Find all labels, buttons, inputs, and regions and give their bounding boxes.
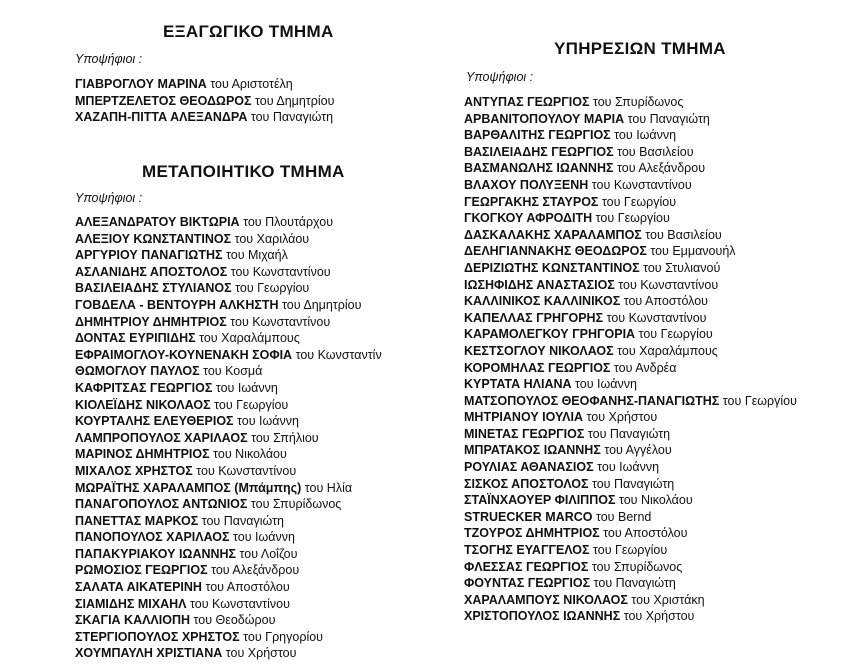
candidate-father-name: του Παναγιώτη (593, 576, 676, 591)
candidate-entry (75, 397, 382, 414)
candidate-entry (464, 575, 797, 592)
candidate-entry (464, 542, 797, 559)
candidate-entry (75, 529, 382, 546)
candidate-father-name: του Ιωάννη (233, 530, 295, 545)
candidate-entry (75, 629, 382, 646)
candidate-entry (75, 109, 334, 126)
candidate-father-name: του Παναγιώτη (250, 110, 334, 125)
candidate-entry (464, 243, 797, 260)
candidate-name: ΔΗΜΗΤΡΙΟΥ ΔΗΜΗΤΡΙΟΣ (75, 314, 227, 329)
candidate-name: ΔΟΝΤΑΣ ΕΥΡΙΠΙΔΗΣ (75, 331, 196, 346)
candidate-entry (75, 247, 382, 264)
candidate-father-name: του Κωνσταντίνου (230, 314, 331, 329)
candidate-entry (464, 144, 797, 161)
candidate-name: ΣΤΑΪΝΧΑΟΥΕΡ ΦΙΛΙΠΠΟΣ (464, 493, 616, 508)
candidate-entry (75, 363, 382, 380)
candidate-entry (464, 343, 797, 360)
candidate-father-name: του Παναγιώτη (591, 476, 675, 491)
candidate-entry (75, 214, 382, 231)
candidate-name: ΜΠΡΑΤΑΚΟΣ ΙΩΑΝΝΗΣ (464, 443, 601, 458)
candidate-father-name: του Σπυρίδωνος (250, 497, 342, 512)
candidate-name: ΓΙΑΒΡΟΓΛΟΥ ΜΑΡΙΝΑ (75, 77, 207, 91)
candidate-name: ΕΦΡΑΙΜΟΓΛΟΥ-ΚΟΥΝΕΝΑΚΗ ΣΟΦΙΑ (75, 347, 293, 362)
candidate-name: STRUECKER MARCO (464, 509, 593, 524)
candidate-father-name: του Κωνσταντίνου (189, 596, 290, 611)
candidate-name: ΚΟΡΟΜΗΛΑΣ ΓΕΩΡΓΙΟΣ (464, 360, 611, 375)
candidate-father-name: του Αριστοτέλη (210, 77, 293, 91)
candidate-entry (464, 94, 797, 111)
candidate-name: ΑΝΤΥΠΑΣ ΓΕΩΡΓΙΟΣ (464, 95, 590, 109)
candidate-father-name: του Αποστόλου (623, 294, 709, 309)
candidate-father-name: του Γεωργίου (593, 543, 668, 558)
candidate-entry (75, 596, 382, 613)
candidate-name: ΒΛΑΧΟΥ ΠΟΛΥΞΕΝΗ (464, 177, 589, 192)
candidate-father-name: του Κωνσταντίνου (618, 277, 719, 292)
candidate-name: ΧΑΖΑΠΗ-ΠΙΤΤΑ ΑΛΕΞΑΝΔΡΑ (75, 110, 248, 125)
candidate-father-name: του Νικολάου (618, 493, 693, 508)
candidate-father-name: του Χρήστου (623, 609, 695, 624)
manufacturing-candidates-label: Υποψήφιοι : (75, 191, 143, 205)
candidate-name: ΔΕΛΗΓΙΑΝΝΑΚΗΣ ΘΕΟΔΩΡΟΣ (464, 244, 647, 259)
candidate-entry (464, 127, 797, 144)
candidate-father-name: του Παναγιώτη (627, 111, 710, 126)
candidate-father-name: του Βασιλείου (617, 144, 694, 159)
candidate-father-name: του Ιωάννη (237, 414, 299, 429)
candidate-name: ΚΑΡΑΜΟΛΕΓΚΟΥ ΓΡΗΓΟΡΙΑ (464, 327, 636, 342)
candidate-name: ΚΑΠΕΛΛΑΣ ΓΡΗΓΟΡΗΣ (464, 310, 604, 325)
candidate-entry (75, 463, 382, 480)
candidate-entry (75, 347, 382, 364)
candidate-entry (464, 326, 797, 343)
candidate-father-name: του Ιωάννη (575, 377, 637, 392)
candidate-entry (75, 430, 382, 447)
export-section-title: ΕΞΑΓΩΓΙΚΟ ΤΜΗΜΑ (163, 22, 334, 41)
candidate-father-name: του Νικολάου (213, 447, 287, 462)
candidate-name: ΚΑΦΡΙΤΣΑΣ ΓΕΩΡΓΙΟΣ (75, 380, 213, 395)
candidate-entry (75, 546, 382, 563)
candidate-name: ΜΙΧΑΛΟΣ ΧΡΗΣΤΟΣ (75, 463, 193, 478)
export-candidate-list (75, 76, 334, 126)
candidate-father-name: του Γεωργίου (638, 327, 713, 342)
candidate-entry (464, 559, 797, 576)
candidate-name: ΙΩΣΗΦΙΔΗΣ ΑΝΑΣΤΑΣΙΟΣ (464, 277, 615, 292)
candidate-name: ΚΑΛΛΙΝΙΚΟΣ ΚΑΛΛΙΝΙΚΟΣ (464, 294, 621, 309)
candidate-father-name: του Πλουτάρχου (243, 215, 334, 229)
candidate-entry (464, 293, 797, 310)
candidate-entry (75, 314, 382, 331)
candidate-entry (464, 442, 797, 459)
candidate-entry (75, 496, 382, 513)
candidate-name: ΜΗΤΡΙΑΝΟΥ ΙΟΥΛΙΑ (464, 410, 584, 425)
candidate-entry (75, 513, 382, 530)
candidate-entry (464, 393, 797, 410)
candidate-father-name: του Στυλιανού (643, 260, 721, 275)
candidate-father-name: του Δημητρίου (255, 93, 335, 108)
candidate-entry (464, 376, 797, 393)
candidate-name: ΓΟΒΔΕΛΑ - ΒΕΝΤΟΥΡΗ ΑΛΚΗΣΤΗ (75, 297, 279, 312)
candidate-entry (464, 310, 797, 327)
candidate-name: ΔΑΣΚΑΛΑΚΗΣ ΧΑΡΑΛΑΜΠΟΣ (464, 227, 642, 242)
candidate-father-name: του Γρηγορίου (243, 629, 324, 644)
candidate-entry (75, 380, 382, 397)
candidate-entry (75, 480, 382, 497)
candidate-name: ΒΑΣΙΛΕΙΑΔΗΣ ΣΤΥΛΙΑΝΟΣ (75, 281, 232, 296)
candidate-father-name: του Χαριλάου (234, 231, 310, 246)
candidate-name: ΒΑΣΙΛΕΙΑΔΗΣ ΓΕΩΡΓΙΟΣ (464, 144, 614, 159)
candidate-father-name: του Γεωργίου (214, 397, 289, 412)
candidate-name: ΔΕΡΙΖΙΩΤΗΣ ΚΩΝΣΤΑΝΤΙΝΟΣ (464, 260, 640, 275)
candidate-father-name: του Εμμανουήλ (650, 244, 736, 259)
candidate-name: ΑΡΓΥΡΙΟΥ ΠΑΝΑΓΙΩΤΗΣ (75, 248, 223, 263)
candidate-name: ΚΕΣΤΣΟΓΛΟΥ ΝΙΚΟΛΑΟΣ (464, 343, 614, 358)
candidate-name: ΑΛΕΞΑΝΔΡΑΤΟΥ ΒΙΚΤΩΡΙΑ (75, 215, 240, 229)
candidate-name: ΚΥΡΤΑΤΑ ΗΛΙΑΝΑ (464, 377, 572, 392)
candidate-name: ΜΙΝΕΤΑΣ ΓΕΩΡΓΙΟΣ (464, 426, 585, 441)
candidate-entry (75, 446, 382, 463)
candidate-entry (75, 93, 334, 110)
candidate-entry (464, 194, 797, 211)
candidate-name: ΑΡΒΑΝΙΤΟΠΟΥΛΟΥ ΜΑΡΙΑ (464, 111, 625, 126)
candidate-name: ΧΡΙΣΤΟΠΟΥΛΟΣ ΙΩΑΝΝΗΣ (464, 609, 621, 624)
candidate-entry (75, 280, 382, 297)
candidate-father-name: του Κωνσταντίνου (196, 463, 297, 478)
candidate-father-name: του Βασιλείου (645, 227, 722, 242)
candidate-entry (464, 210, 797, 227)
candidate-name: ΜΩΡΑΪΤΗΣ ΧΑΡΑΛΑΜΠΟΣ (Μπάμπης) (75, 480, 302, 495)
candidate-name: ΠΑΝΑΓΟΠΟΥΛΟΣ ΑΝΤΩΝΙΟΣ (75, 497, 248, 512)
candidate-entry (464, 277, 797, 294)
candidate-father-name: του Αγγέλου (604, 443, 672, 458)
candidate-name: ΡΟΥΛΙΑΣ ΑΘΑΝΑΣΙΟΣ (464, 460, 594, 475)
candidate-entry (464, 492, 797, 509)
candidate-name: ΧΟΥΜΠΑΥΛΗ ΧΡΙΣΤΙΑΝΑ (75, 646, 223, 661)
candidate-father-name: του Κωνσταντίνου (230, 264, 331, 279)
candidate-name: ΒΑΡΘΑΛΙΤΗΣ ΓΕΩΡΓΙΟΣ (464, 128, 611, 143)
manufacturing-candidate-list (75, 214, 382, 662)
candidate-name: ΣΤΕΡΓΙΟΠΟΥΛΟΣ ΧΡΗΣΤΟΣ (75, 629, 240, 644)
candidate-father-name: του Κωνσταντίνου (606, 310, 707, 325)
candidate-entry (464, 426, 797, 443)
candidate-entry (464, 592, 797, 609)
candidate-name: ΘΩΜΟΓΛΟΥ ΠΑΥΛΟΣ (75, 364, 200, 379)
candidate-name: ΤΣΟΓΗΣ ΕΥΑΓΓΕΛΟΣ (464, 543, 590, 558)
candidate-entry (464, 608, 797, 625)
candidate-name: ΠΑΠΑΚΥΡΙΑΚΟΥ ΙΩΑΝΝΗΣ (75, 546, 237, 561)
candidate-entry (464, 160, 797, 177)
candidate-entry (75, 264, 382, 281)
candidate-father-name: του Χαραλάμπους (617, 343, 718, 358)
export-candidates-label: Υποψήφιοι : (75, 52, 143, 66)
candidate-name: ΤΖΟΥΡΟΣ ΔΗΜΗΤΡΙΟΣ (464, 526, 600, 541)
candidate-entry (464, 260, 797, 277)
candidate-father-name: του Λοΐζου (239, 546, 298, 561)
candidate-father-name: του Ηλία (304, 480, 353, 495)
candidate-father-name: του Κωνσταντίνου (591, 177, 692, 192)
candidate-name: ΚΙΟΛΕΪΔΗΣ ΝΙΚΟΛΑΟΣ (75, 397, 211, 412)
candidate-entry (75, 645, 382, 662)
candidate-entry (75, 76, 334, 93)
candidate-father-name: του Αλεξάνδρου (616, 161, 706, 176)
candidate-father-name: του Ιωάννη (597, 460, 660, 475)
candidate-entry (464, 476, 797, 493)
candidate-father-name: του Αλεξάνδρου (211, 563, 300, 578)
candidate-entry (464, 525, 797, 542)
candidate-name: ΚΟΥΡΤΑΛΗΣ ΕΛΕΥΘΕΡΙΟΣ (75, 414, 234, 429)
candidate-name: ΧΑΡΑΛΑΜΠΟΥΣ ΝΙΚΟΛΑΟΣ (464, 592, 628, 607)
candidate-father-name: του Ανδρέα (613, 360, 677, 375)
candidate-father-name: του Αποστόλου (603, 526, 688, 541)
candidate-name: ΓΚΟΓΚΟΥ ΑΦΡΟΔΙΤΗ (464, 211, 593, 226)
candidate-name: ΜΑΤΣΟΠΟΥΛΟΣ ΘΕΟΦΑΝΗΣ-ΠΑΝΑΓΙΩΤΗΣ (464, 393, 720, 408)
candidate-father-name: του Bernd (595, 509, 652, 524)
candidate-name: ΡΩΜΟΣΙΟΣ ΓΕΩΡΓΙΟΣ (75, 563, 208, 578)
candidate-father-name: του Χρήστου (225, 646, 297, 661)
candidate-name: ΓΕΩΡΓΑΚΗΣ ΣΤΑΥΡΟΣ (464, 194, 599, 209)
candidate-name: ΑΣΛΑΝΙΔΗΣ ΑΠΟΣΤΟΛΟΣ (75, 264, 228, 279)
candidate-entry (75, 330, 382, 347)
candidate-name: ΣΙΣΚΟΣ ΑΠΟΣΤΟΛΟΣ (464, 476, 589, 491)
candidate-father-name: του Ιωάννη (215, 380, 278, 395)
candidate-entry (75, 413, 382, 430)
candidate-father-name: του Γεωργίου (235, 281, 310, 296)
candidate-father-name: του Χαραλάμπους (199, 331, 300, 346)
candidate-father-name: του Γεωργίου (601, 194, 677, 209)
candidate-name: ΠΑΝΟΠΟΥΛΟΣ ΧΑΡΙΛΑΟΣ (75, 530, 230, 545)
services-candidate-list (464, 94, 797, 625)
candidate-father-name: του Παναγιώτη (587, 426, 671, 441)
services-section-title: ΥΠΗΡΕΣΙΩΝ ΤΜΗΜΑ (554, 39, 726, 58)
candidate-father-name: του Γεωργίου (595, 211, 670, 226)
candidate-entry (464, 360, 797, 377)
candidate-entry (75, 579, 382, 596)
candidate-father-name: του Κοσμά (203, 364, 263, 379)
candidate-name: ΠΑΝΕΤΤΑΣ ΜΑΡΚΟΣ (75, 513, 199, 528)
candidate-name: ΑΛΕΞΙΟΥ ΚΩΝΣΤΑΝΤΙΝΟΣ (75, 231, 232, 246)
candidate-father-name: του Χριστάκη (631, 592, 705, 607)
candidate-entry (75, 612, 382, 629)
candidate-father-name: του Χρήστου (586, 410, 658, 425)
candidate-name: ΦΛΕΣΣΑΣ ΓΕΩΡΓΙΟΣ (464, 559, 589, 574)
candidate-father-name: του Αποστόλου (205, 580, 290, 595)
candidate-name: ΣΑΛΑΤΑ ΑΙΚΑΤΕΡΙΝΗ (75, 580, 202, 595)
candidate-entry (464, 509, 797, 526)
candidate-name: ΣΚΑΓΙΑ ΚΑΛΛΙΟΠΗ (75, 613, 191, 628)
candidate-father-name: του Σπυρίδωνος (591, 559, 683, 574)
candidate-father-name: του Σπήλιου (251, 430, 319, 445)
candidate-entry (464, 177, 797, 194)
candidate-name: ΜΑΡΙΝΟΣ ΔΗΜΗΤΡΙΟΣ (75, 447, 210, 462)
candidate-father-name: του Γεωργίου (722, 393, 797, 408)
candidate-father-name: του Ιωάννη (614, 128, 677, 143)
candidate-entry (75, 297, 382, 314)
candidate-entry (464, 227, 797, 244)
candidate-father-name: του Σπυρίδωνος (592, 95, 684, 109)
candidate-name: ΒΑΣΜΑΝΩΛΗΣ ΙΩΑΝΝΗΣ (464, 161, 614, 176)
candidate-entry (75, 562, 382, 579)
candidate-father-name: του Μιχαήλ (225, 248, 288, 263)
candidate-entry (464, 409, 797, 426)
candidate-name: ΣΙΑΜΙΔΗΣ ΜΙΧΑΗΛ (75, 596, 187, 611)
candidate-name: ΦΟΥΝΤΑΣ ΓΕΩΡΓΙΟΣ (464, 576, 591, 591)
candidate-entry (464, 111, 797, 128)
manufacturing-section-title: ΜΕΤΑΠΟΙΗΤΙΚΟ ΤΜΗΜΑ (142, 162, 345, 181)
candidate-father-name: του Δημητρίου (282, 297, 362, 312)
candidate-father-name: του Παναγιώτη (201, 513, 284, 528)
candidate-father-name: του Κωνσταντίν (295, 347, 382, 362)
candidate-father-name: του Θεοδώρου (193, 613, 276, 628)
candidate-name: ΜΠΕΡΤΖΕΛΕΤΟΣ ΘΕΟΔΩΡΟΣ (75, 93, 252, 108)
candidate-entry (464, 459, 797, 476)
candidate-entry (75, 231, 382, 248)
services-candidates-label: Υποψήφιοι : (466, 70, 534, 84)
candidate-name: ΛΑΜΠΡΟΠΟΥΛΟΣ ΧΑΡΙΛΑΟΣ (75, 430, 248, 445)
